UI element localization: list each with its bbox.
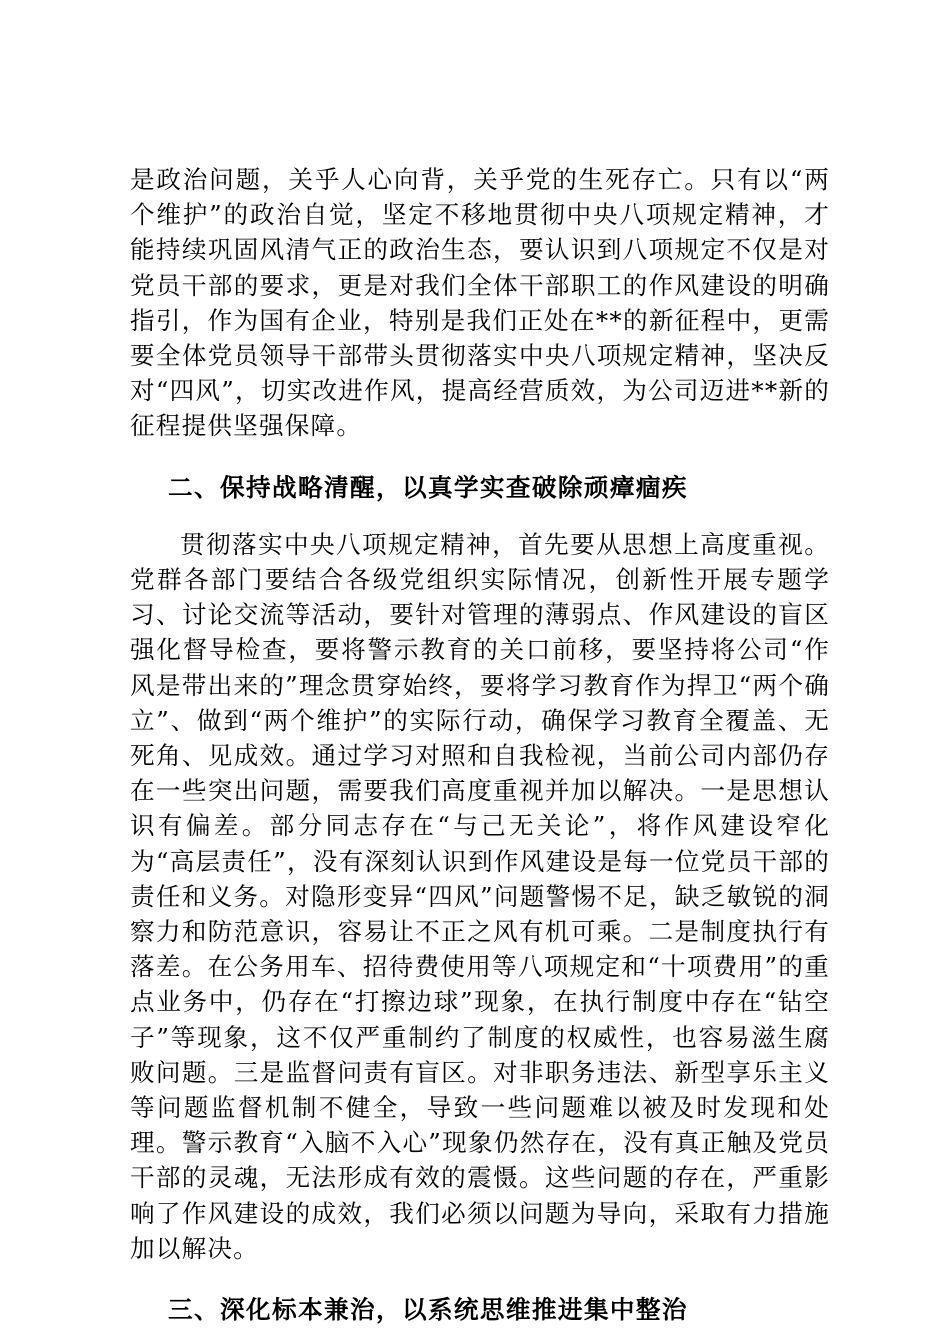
- paragraph-section-2: 贯彻落实中央八项规定精神，首先要从思想上高度重视。党群各部门要结合各级党组织实际情况，创新性开展专题学习、讨论交流等活动，要针对管理的薄弱点、作风建设的盲区强化督导检查，要将警示教育的关口前移，要坚持将公司“作风是带出来的”理念贯穿始终，要将学习教育作为捍卫“两个确立”、做到“两个维护”的实际行动，确保学习教育全覆盖、无死角、见成效。通过学习对照和自我检视，当前公司内部仍存在一些突出问题，需要我们高度重视并加以解决。一是思想认识有偏差。部分同志存在“与己无关论”，将作风建设窄化为“高层责任”，没有深刻认识到作风建设是每一位党员干部的责任和义务。对隐形变异“四风”问题警惕不足，缺乏敏锐的洞察力和防范意识，容易让不正之风有机可乘。二是制度执行有落差。在公务用车、招待费使用等八项规定和“十项费用”的重点业务中，仍存在“打擦边球”现象，在执行制度中存在“钻空子”等现象，这不仅严重制约了制度的权威性，也容易滋生腐败问题。三是监督问责有盲区。对非职务违法、新型享乐主义等问题监督机制不健全，导致一些问题难以被及时发现和处理。警示教育“入脑不入心”现象仍然存在，没有真正触及党员干部的灵魂，无法形成有效的震慑。这些问题的存在，严重影响了作风建设的成效，我们必须以问题为导向，采取有力措施加以解决。: [130, 529, 830, 1263]
- section-heading-2: 二、保持战略清醒，以真学实查破除顽瘴痼疾: [168, 472, 688, 502]
- section-heading-3: 三、深化标本兼治，以系统思维推进集中整治: [168, 1295, 688, 1325]
- paragraph-continuation: 是政治问题，关乎人心向背，关乎党的生死存亡。只有以“两个维护”的政治自觉，坚定不移地贯彻中央八项规定精神，才能持续巩固风清气正的政治生态，要认识到八项规定不仅是对党员干部的要求，更是对我们全体干部职工的作风建设的明确指引，作为国有企业，特别是我们正处在**的新征程中，更需要全体党员领导干部带头贯彻落实中央八项规定精神，坚决反对“四风”，切实改进作风，提高经营质效，为公司迈进**新的征程提供坚强保障。: [130, 165, 830, 441]
- document-body: [130, 162, 830, 1327]
